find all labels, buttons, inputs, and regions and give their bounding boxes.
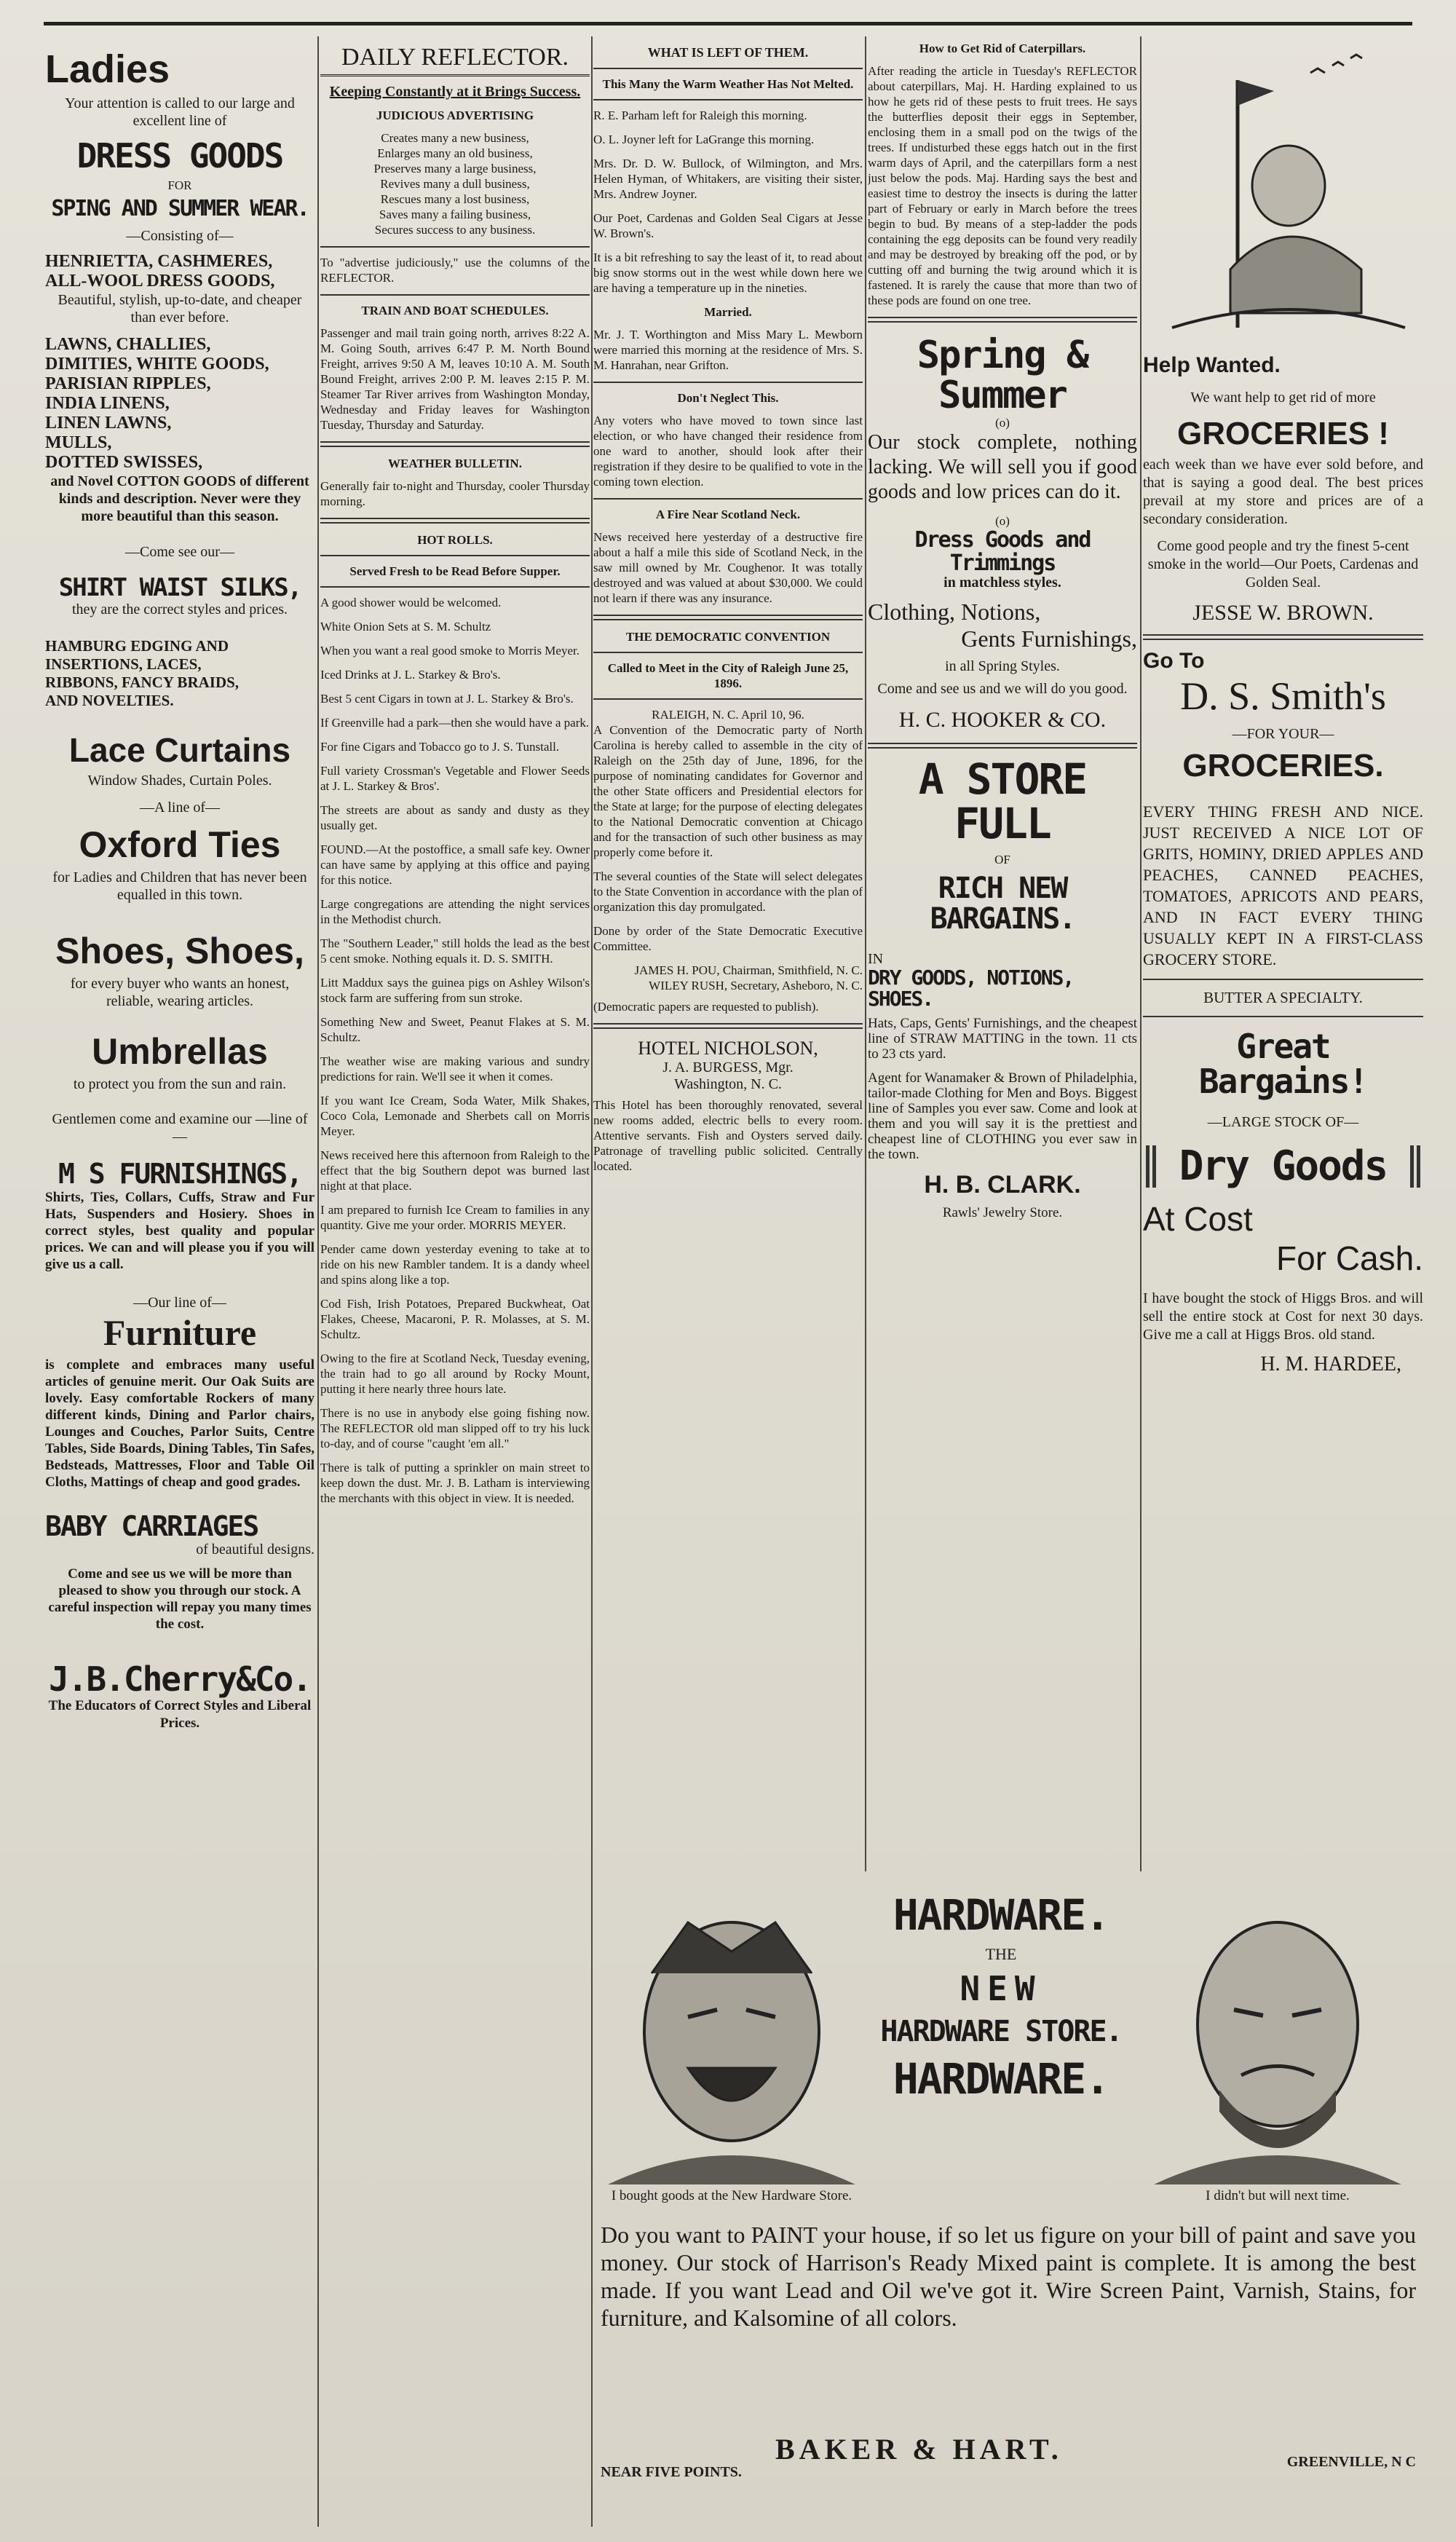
signature: WILEY RUSH, Secretary, Asheboro, N. C. (649, 979, 863, 992)
keeping-heading: Keeping Constantly at it Brings Success. (329, 84, 581, 100)
list-item: INDIA LINENS, (45, 393, 170, 413)
list-item: AND NOVELTIES. (45, 692, 174, 710)
neglect-text: Any voters who have moved to town since last election, or who have changed their residence from one ward to another, should look after their registration if they desire to be qualified to vote in the coming town election. (593, 414, 863, 489)
for-cash-heading: For Cash. (1276, 1239, 1423, 1278)
list-item: ALL-WOOL DRESS GOODS, (45, 271, 275, 291)
in-label: IN (868, 950, 884, 967)
at-cost-heading: At Cost (1143, 1200, 1253, 1239)
news-item: There is no use in anybody else going fishing now. The REFLECTOR old man slipped off to try his luck to-day, and of course "caught 'em all." (320, 1406, 590, 1450)
baker-hart-signature (601, 2432, 1416, 2480)
news-item: Something New and Sweet, Peanut Flakes at S. M. Schultz. (320, 1015, 590, 1044)
spring-heading: SPING AND SUMMER WEAR. (51, 196, 309, 222)
shirt-waist-heading: SHIRT WAIST SILKS, (58, 572, 301, 602)
boy-with-flag-illustration (1143, 36, 1423, 350)
news-item: Best 5 cent Cigars in town at J. L. Starkey & Bro's. (320, 692, 574, 706)
store-label: HARDWARE STORE. (880, 2015, 1122, 2049)
caterpillar-heading: How to Get Rid of Caterpillars. (919, 42, 1086, 55)
near-five-points: NEAR FIVE POINTS. (601, 2464, 742, 2480)
news-item: White Onion Sets at S. M. Schultz (320, 620, 491, 633)
section-subheading: This Many the Warm Weather Has Not Melted. (602, 77, 854, 91)
matchless-text: in matchless styles. (943, 575, 1061, 591)
column-ladies-ad (45, 36, 314, 2294)
news-item: I am prepared to furnish Ice Cream to families in any quantity. Give me your order. MORRIS MEYER. (320, 1203, 590, 1232)
news-item: If Greenville had a park—then she would have a park. (320, 716, 590, 730)
column-daily-reflector (320, 36, 590, 2541)
fire-text: News received here yesterday of a destructive fire about a half a mile this side of Scotland Neck, in the saw mill owned by Mr. Coughenor. It was totally destroyed and was valued at about $30,000. We could not learn if there was any insurance. (593, 530, 863, 605)
column-divider (317, 36, 319, 2527)
dry-goods-heading: Dry Goods (1146, 1145, 1420, 1188)
news-item: R. E. Parham left for Raleigh this morning. (593, 108, 807, 122)
list-item: HENRIETTA, CASHMERES, (45, 251, 273, 271)
hardee-signature: H. M. HARDEE, (1260, 1353, 1401, 1376)
gents-text: Gents Furnishings, (961, 625, 1137, 652)
help-text: We want help to get rid of more (1190, 390, 1376, 406)
goto-label: Go To (1143, 649, 1205, 673)
stock-text: Our stock complete, nothing lacking. We will sell you if good goods and low prices can do it. (868, 431, 1137, 504)
allspring-text: in all Spring Styles. (945, 658, 1060, 675)
brown-signature: JESSE W. BROWN. (1192, 601, 1374, 625)
weather-text: Generally fair to-night and Thursday, cooler Thursday morning. (320, 479, 590, 508)
convention-text: Done by order of the State Democratic Executive Committee. (593, 924, 863, 953)
groceries-text: each week than we have ever sold before, and that is saying a good deal. The best prices prevail at my store and prices are of a secondary consideration. (1143, 457, 1423, 527)
shirt-waist-description: they are the correct styles and prices. (72, 601, 288, 618)
section-heading: WHAT IS LEFT OF THEM. (647, 45, 809, 60)
caption-right: I didn't but will next time. (1206, 2188, 1350, 2203)
judicious-line: Secures success to any business. (374, 223, 536, 237)
furniture-heading: Furniture (103, 1312, 257, 1354)
list-item: LINEN LAWNS, (45, 413, 172, 433)
ladies-heading: Ladies (45, 47, 170, 91)
news-item: Cod Fish, Irish Potatoes, Prepared Buckwheat, Oat Flakes, Cheese, Macaroni, P. R. Molasses, at S. M. Schultz. (320, 1297, 590, 1341)
column-groceries (1143, 36, 1423, 1871)
list-item: PARISIAN RIPPLES, (45, 374, 211, 393)
judicious-heading: JUDICIOUS ADVERTISING (376, 108, 534, 122)
baby-carriages-heading: BABY CARRIAGES (45, 1510, 258, 1543)
of-label: OF (994, 852, 1010, 867)
rich-heading: RICH NEW BARGAINS. (930, 871, 1075, 936)
astore-heading: A STORE FULL (918, 754, 1087, 849)
judicious-line: Preserves many a large business, (373, 162, 537, 175)
news-item: Our Poet, Cardenas and Golden Seal Cigars at Jesse W. Brown's. (593, 211, 863, 240)
news-item: There is talk of putting a sprinkler on main street to keep down the dust. Mr. J. B. Latham is interviewing the merchants with this object in view. It is needed. (320, 1461, 590, 1505)
list-item: INSERTIONS, LACES, (45, 655, 202, 674)
baby-description: of beautiful designs. (196, 1542, 314, 1558)
news-item: O. L. Joyner left for LaGrange this morning. (593, 133, 815, 146)
news-item: FOUND.—At the postoffice, a small safe key. Owner can have same by applying at this office and paying for this notice. (320, 842, 590, 887)
divider-mark: (o) (995, 514, 1010, 529)
groceries-heading: GROCERIES ! (1177, 416, 1389, 451)
mens-furnishings-heading: M S FURNISHINGS, (58, 1158, 302, 1191)
convention-subheading: Called to Meet in the City of Raleigh June 25, 1896. (607, 661, 849, 690)
hardware-bottom: HARDWARE. (893, 2054, 1109, 2104)
train-text: Passenger and mail train going north, arrives 8:22 A. M. Going South, arrives 6:47 P. M. North Bound Freight, arrives 9:50 A M, leaves 10:10 A. M. South Bound Freight, arrives 2:00 P. M. leaves 2:15 P. M. Steamer Tar River arrives from Washington Monday, Wednesday and Friday leaves for Washington Tuesday, Thursday and Saturday. (320, 326, 590, 432)
train-heading: TRAIN AND BOAT SCHEDULES. (361, 304, 549, 317)
news-item: Litt Maddux says the guinea pigs on Ashley Wilson's stock farm are suffering from sun stroke. (320, 976, 590, 1005)
novel-text: and Novel COTTON GOODS of different kinds and description. Never were they more beautiful than this season. (50, 473, 309, 524)
hot-rolls-heading: HOT ROLLS. (417, 533, 493, 547)
for-label: FOR (167, 178, 192, 193)
column-personal-news (593, 36, 863, 1915)
neglect-heading: Don't Neglect This. (677, 391, 779, 405)
column-divider (591, 36, 593, 2527)
our-line-label: —Our line of— (133, 1295, 226, 1311)
laughing-man-illustration (593, 1893, 870, 2214)
news-item: News received here this afternoon from Raleigh to the effect that the big Southern depot was burned last night at that place. (320, 1148, 590, 1193)
baker-hart: BAKER & HART. (775, 2433, 1063, 2466)
list-item: LAWNS, CHALLIES, (45, 334, 211, 354)
frowning-man-illustration (1139, 1893, 1416, 2214)
smith-heading: D. S. Smith's (1180, 674, 1386, 718)
local-items (320, 595, 590, 1506)
hardware-store-block (877, 1879, 1125, 2221)
every-text: EVERY THING FRESH AND NICE. JUST RECEIVED A NICE LOT OF GRITS, HOMINY, DRIED APPLES AND PEACHES, CANNED PEACHES, TOMATOES, APRICOTS AND PEARS, AND IN FACT EVERY THING USUALLY KEPT IN A FIRST-CLASS GROCERY STORE. (1143, 802, 1423, 968)
shoes-heading: Shoes, Shoes, (55, 931, 304, 972)
news-item: A good shower would be welcomed. (320, 596, 502, 609)
bought-text: I have bought the stock of Higgs Bros. and will sell the entire stock at Cost for next 30 days. Give me a call at Higgs Bros. old stand. (1143, 1290, 1423, 1343)
agent-text: Agent for Wanamaker & Brown of Philadelphia, tailor-made Clothing for Men and Boys. Biggest line of Samples you ever saw. Come and look at them and you will say it is the prettiest and cheapest line of CLOTHING you ever saw in the town. (868, 1070, 1137, 1162)
umbrellas-description: to protect you from the sun and rain. (73, 1076, 287, 1093)
umbrellas-heading: Umbrellas (92, 1031, 268, 1073)
married-heading: Married. (704, 305, 752, 319)
convention-date: RALEIGH, N. C. April 10, 96. (652, 708, 804, 722)
large-stock-label: —LARGE STOCK OF— (1207, 1113, 1359, 1130)
news-item: The weather wise are making various and sundry predictions for rain. We'll see it when it comes. (320, 1054, 590, 1083)
cherry-signature: J.B.Cherry&Co. (49, 1659, 311, 1700)
come-see-text: Come and see us we will be more than pleased to show you through our stock. A careful inspection will repay you many times the cost. (48, 1566, 312, 1633)
great-bargains-heading: Great Bargains! (1198, 1027, 1368, 1102)
hotel-location: Washington, N. C. (674, 1076, 782, 1092)
butter-text: BUTTER A SPECIALTY. (1203, 989, 1363, 1006)
hats-text: Hats, Caps, Gents' Furnishings, and the cheapest line of STRAW MATTING in the town. 11 cts to 23 cts yard. (868, 1015, 1137, 1062)
oxford-description: for Ladies and Children that has never been equalled in this town. (52, 869, 307, 904)
convention-heading: THE DEMOCRATIC CONVENTION (625, 630, 831, 644)
drygoods-heading: DRY GOODS, NOTIONS, SHOES. (868, 965, 1074, 1011)
mens-description: Shirts, Ties, Collars, Cuffs, Straw and Fur Hats, Suspenders and Hosiery. Shoes in correct styles, best quality and popular prices. We can and will please you if you will give us a call. (45, 1190, 314, 1273)
column-divider (1140, 36, 1142, 1871)
divider-mark: (o) (995, 416, 1010, 430)
gentlemen-text: Gentlemen come and examine our —line of— (52, 1111, 308, 1145)
clark-signature: H. B. CLARK. (924, 1170, 1081, 1199)
hotel-heading: HOTEL NICHOLSON, (638, 1038, 818, 1059)
judicious-line: Revives many a dull business, (380, 177, 530, 191)
shoes-description: for every buyer who wants an honest, reliable, wearing articles. (70, 976, 290, 1010)
news-item: For fine Cigars and Tobacco go to J. S. Tunstall. (320, 740, 560, 754)
news-item: Iced Drinks at J. L. Starkey & Bro's. (320, 668, 501, 682)
convention-note: (Democratic papers are requested to publish). (593, 1000, 819, 1014)
hardware-top: HARDWARE. (893, 1890, 1109, 1940)
groceries2-heading: GROCERIES. (1182, 748, 1384, 783)
spring-summer-heading: Spring & Summer (917, 333, 1088, 417)
greenville: GREENVILLE, N C (1286, 2454, 1416, 2470)
come-text: Come and see us and we will do you good. (877, 681, 1128, 698)
to-advertise-text: To "advertise judiciously," use the columns of the REFLECTOR. (320, 256, 590, 285)
list-item: RIBBONS, FANCY BRAIDS, (45, 674, 240, 692)
the-label: THE (985, 1944, 1017, 1963)
news-item: It is a bit refreshing to say the least of it, to read about big snow storms out in the west while down here we are having a temperature up in the nineties. (593, 250, 863, 295)
news-item: If you want Ice Cream, Soda Water, Milk Shakes, Coco Cola, Lemonade and Sherbets call on Morris Meyer. (320, 1094, 590, 1138)
dress-goods-heading: Dress Goods and Trimmings (914, 527, 1091, 576)
for-your-label: —FOR YOUR— (1232, 726, 1334, 742)
weather-heading: WEATHER BULLETIN. (388, 457, 522, 470)
signature: JAMES H. POU, Chairman, Smithfield, N. C. (634, 963, 863, 977)
caterpillar-text: After reading the article in Tuesday's REFLECTOR about caterpillars, Maj. H. Harding explained to us how he gets rid of these pests to fruit trees. He says the butterflies deposit their eggs in September, enclosing them in a small pod on the twigs of the trees. If undisturbed these eggs hatch out in the first warm days of April, and the caterpillars form a nest just below the pods. Maj. Harding says the best and easiest time to destroy the insects is during the latter part of February or early in March before the trees begin to bud. By means of a step-ladder the pods containing the egg deposits can be found very readily and may be destroyed by breaking off the pod, or by cutting off and burning the twig around which it is fastened. It is rarely the cause that more than two of these pods are found on one tree. (868, 64, 1137, 307)
caption-left: I bought goods at the New Hardware Store. (611, 2188, 852, 2203)
hardware-advertisement (593, 1879, 1423, 2519)
rawls-text: Rawls' Jewelry Store. (942, 1204, 1063, 1220)
column-caterpillars (868, 36, 1137, 1871)
consisting-label: —Consisting of— (126, 227, 234, 244)
intro-text: Your attention is called to our large and excellent line of (65, 95, 295, 129)
news-item: The streets are about as sandy and dusty as they usually get. (320, 803, 590, 832)
convention-text: A Convention of the Democratic party of North Carolina is hereby called to assemble in the city of Raleigh on the 25th day of June, 1896, for the purpose of nominating candidates for Governor and the other State officers and Presidential electors for the State at large; for the purpose of electing delegates to the National Democratic convention at Chicago and for the transaction of such other business as may properly come before it. (593, 723, 863, 859)
list-item: DOTTED SWISSES, (45, 452, 203, 472)
lace-description: Window Shades, Curtain Poles. (87, 773, 272, 789)
masthead: DAILY REFLECTOR. (320, 44, 590, 76)
news-item: The "Southern Leader," still holds the lead as the best 5 cent smoke. Nothing equals it. D. S. SMITH. (320, 936, 590, 966)
judicious-line: Creates many a new business, (381, 131, 529, 145)
oxford-heading: Oxford Ties (79, 824, 281, 866)
news-item: Pender came down yesterday evening to take at to ride on his new Rambler tandem. It is a dandy wheel and spins along like a top. (320, 1242, 590, 1287)
personal-items (593, 108, 863, 296)
hooker-signature: H. C. HOOKER & CO. (898, 708, 1107, 733)
help-heading: Help Wanted. (1143, 353, 1281, 377)
hotel-manager: J. A. BURGESS, Mgr. (662, 1059, 794, 1075)
paint-text: Do you want to PAINT your house, if so let us figure on your bill of paint and save you money. Our stock of Harrison's Ready Mixed paint is complete. It is among the best made. If you want Lead and Oil we've got it. Wire Screen Paint, Varnish, Stains, for furniture, and Kalsomine of all colors. (601, 2222, 1416, 2331)
served-heading: Served Fresh to be Read Before Supper. (349, 564, 561, 578)
furniture-description: is complete and embraces many useful articles of genuine merit. Our Oak Suits are lovely. Easy comfortable Rockers of many different kinds, Dining and Parlor chairs, Lounges and Couches, Parlor Suits, Centre Tables, Side Boards, Dining Tables, Tin Safes, Bedsteads, Mattresses, Floor and Table Oil Cloths, Mattings of cheap and good grades. (45, 1357, 314, 1491)
news-item: Full variety Crossman's Vegetable and Flower Seeds at J. L. Starkey & Bros'. (320, 764, 590, 793)
list-item: MULLS, (45, 433, 112, 452)
judicious-line: Enlarges many an old business, (377, 146, 533, 160)
items-description: Beautiful, stylish, up-to-date, and cheaper than ever before. (58, 291, 302, 325)
news-item: Owing to the fire at Scotland Neck, Tuesday evening, the train had to go all around by Rocky Mount, putting it here nearly three hours late. (320, 1351, 590, 1396)
news-item: When you want a real good smoke to Morris Meyer. (320, 644, 579, 658)
hotel-description: This Hotel has been thoroughly renovated, several new rooms added, electric bells to every room. Attentive servants. Fish and Oysters served daily. Patronage of travelling public solicited. Centrally located. (593, 1098, 863, 1173)
dress-goods-heading: DRESS GOODS (76, 136, 283, 175)
judicious-line: Rescues many a lost business, (380, 192, 530, 206)
column-divider (865, 36, 866, 1871)
married-text: Mr. J. T. Worthington and Miss Mary L. Mewborn were married this morning at the residence of Mrs. S. M. Hanrahan, near Grifton. (593, 328, 863, 372)
come-text: Come good people and try the finest 5-cent smoke in the world—Our Poets, Cardenas and Golden Seal. (1147, 538, 1419, 591)
new-label: NEW (960, 1968, 1042, 2008)
come-see-label: —Come see our— (125, 543, 234, 560)
judicious-line: Saves many a failing business, (379, 208, 531, 221)
fire-heading: A Fire Near Scotland Neck. (655, 508, 801, 521)
convention-text: The several counties of the State will select delegates to the State Convention in accordance with the plan of organization this day promulgated. (593, 869, 863, 914)
lace-curtains-heading: Lace Curtains (68, 731, 291, 770)
cherry-tagline: The Educators of Correct Styles and Liberal Prices. (48, 1697, 312, 1731)
line-of-label: —A line of— (140, 800, 220, 816)
clothing-text: Clothing, Notions, (868, 599, 1041, 625)
list-item: HAMBURG EDGING AND (45, 637, 229, 655)
news-item: Mrs. Dr. D. W. Bullock, of Wilmington, and Mrs. Helen Hyman, of Whitakers, are visiting their sister, Mrs. Andrew Joyner. (593, 157, 863, 201)
top-rule (44, 22, 1412, 25)
list-item: DIMITIES, WHITE GOODS, (45, 354, 269, 374)
news-item: Large congregations are attending the night services in the Methodist church. (320, 897, 590, 926)
